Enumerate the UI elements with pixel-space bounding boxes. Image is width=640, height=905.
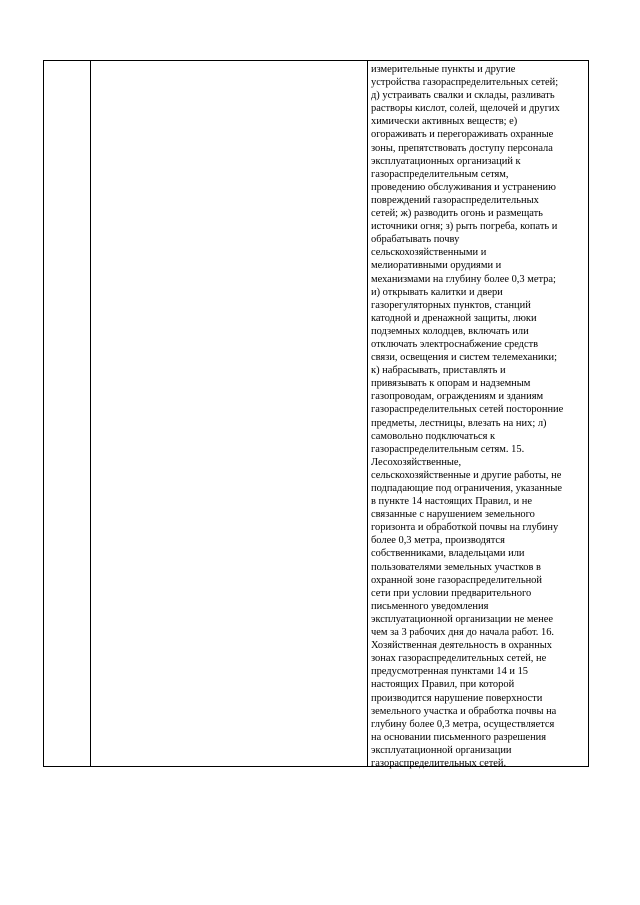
text-line: обрабатывать почву <box>371 234 460 246</box>
text-line: чем за 3 рабочих дня до начала работ. 16. <box>371 627 555 639</box>
text-line: к) набрасывать, приставлять и <box>371 365 506 377</box>
text-line: механизмами на глубину более 0,3 метра; <box>371 273 556 285</box>
text-line: зоны, препятствовать доступу персонала <box>371 142 553 154</box>
text-line: собственниками, владельцами или <box>371 548 525 560</box>
text-line: сетей; ж) разводить огонь и размещать <box>371 208 543 220</box>
text-line: газораспределительных сетей посторонние <box>371 404 564 416</box>
text-line: более 0,3 метра, производятся <box>371 535 505 547</box>
text-line: огораживать и перегораживать охранные <box>371 129 554 141</box>
text-line: катодной и дренажной защиты, люки <box>371 312 537 324</box>
text-line: связи, освещения и систем телемеханики; <box>371 352 558 364</box>
text-line: химически активных веществ; е) <box>371 116 518 128</box>
text-line: мелиоративными орудиями и <box>371 260 502 272</box>
text-line: отключать электроснабжение средств <box>371 338 539 350</box>
text-line: эксплуатационных организаций к <box>371 155 521 167</box>
text-line: газораспределительных сетей. <box>371 757 507 769</box>
text-line: газорегуляторных пунктов, станций <box>371 299 531 311</box>
text-line: растворы кислот, солей, щелочей и других <box>371 103 560 115</box>
text-line: сети при условии предварительного <box>371 587 532 599</box>
document-table <box>43 60 589 767</box>
text-line: привязывать к опорам и надземным <box>371 378 531 390</box>
text-line: самовольно подключаться к <box>371 430 496 442</box>
text-line: газораспределительным сетям. 15. <box>371 443 525 455</box>
text-line: сельскохозяйственные и другие работы, не <box>371 469 562 481</box>
text-line: повреждений газораспределительных <box>371 194 539 206</box>
text-line: д) устраивать свалки и склады, разливать <box>371 90 555 102</box>
text-line: подземных колодцев, включать или <box>371 325 529 337</box>
text-line: связанные с нарушением земельного <box>371 509 535 521</box>
text-line: глубину более 0,3 метра, осуществляется <box>371 718 555 730</box>
text-line: эксплуатационной организации <box>371 744 512 756</box>
text-line: источники огня; з) рыть погреба, копать и <box>371 221 558 233</box>
text-line: на основании письменного разрешения <box>371 731 547 743</box>
text-line: эксплуатационной организации не менее <box>371 613 554 625</box>
text-line: подпадающие под ограничения, указанные <box>371 483 562 494</box>
text-line: горизонта и обработкой почвы на глубину <box>371 522 559 534</box>
text-line: в пункте 14 настоящих Правил, и не <box>371 496 533 508</box>
text-line: измерительные пункты и другие <box>371 64 516 75</box>
text-line: зонах газораспределительных сетей, не <box>371 653 547 665</box>
text-line: охранной зоне газораспределительной <box>371 574 542 586</box>
text-line: письменного уведомления <box>371 600 489 612</box>
text-line: и) открывать калитки и двери <box>371 286 503 298</box>
text-line: предметы, лестницы, влезать на них; л) <box>371 417 547 429</box>
text-line: Лесохозяйственные, <box>371 456 462 468</box>
text-line: пользователями земельных участков в <box>371 561 541 573</box>
text-line: сельскохозяйственными и <box>371 247 487 259</box>
column-divider-1 <box>90 61 91 766</box>
text-line: земельного участка и обработка почвы на <box>371 705 557 717</box>
text-line: устройства газораспределительных сетей; <box>371 77 559 89</box>
text-line: проведению обслуживания и устранению <box>371 181 556 193</box>
text-line: настоящих Правил, при которой <box>371 679 515 691</box>
text-line: предусмотренная пунктами 14 и 15 <box>371 666 529 678</box>
regulation-text-cell <box>371 63 587 770</box>
text-line: газопроводам, ограждениям и зданиям <box>371 391 544 403</box>
text-line: газораспределительным сетям, <box>371 168 509 180</box>
text-line: производится нарушение поверхности <box>371 692 543 704</box>
text-line: Хозяйственная деятельность в охранных <box>371 640 553 652</box>
column-divider-2 <box>367 61 368 766</box>
